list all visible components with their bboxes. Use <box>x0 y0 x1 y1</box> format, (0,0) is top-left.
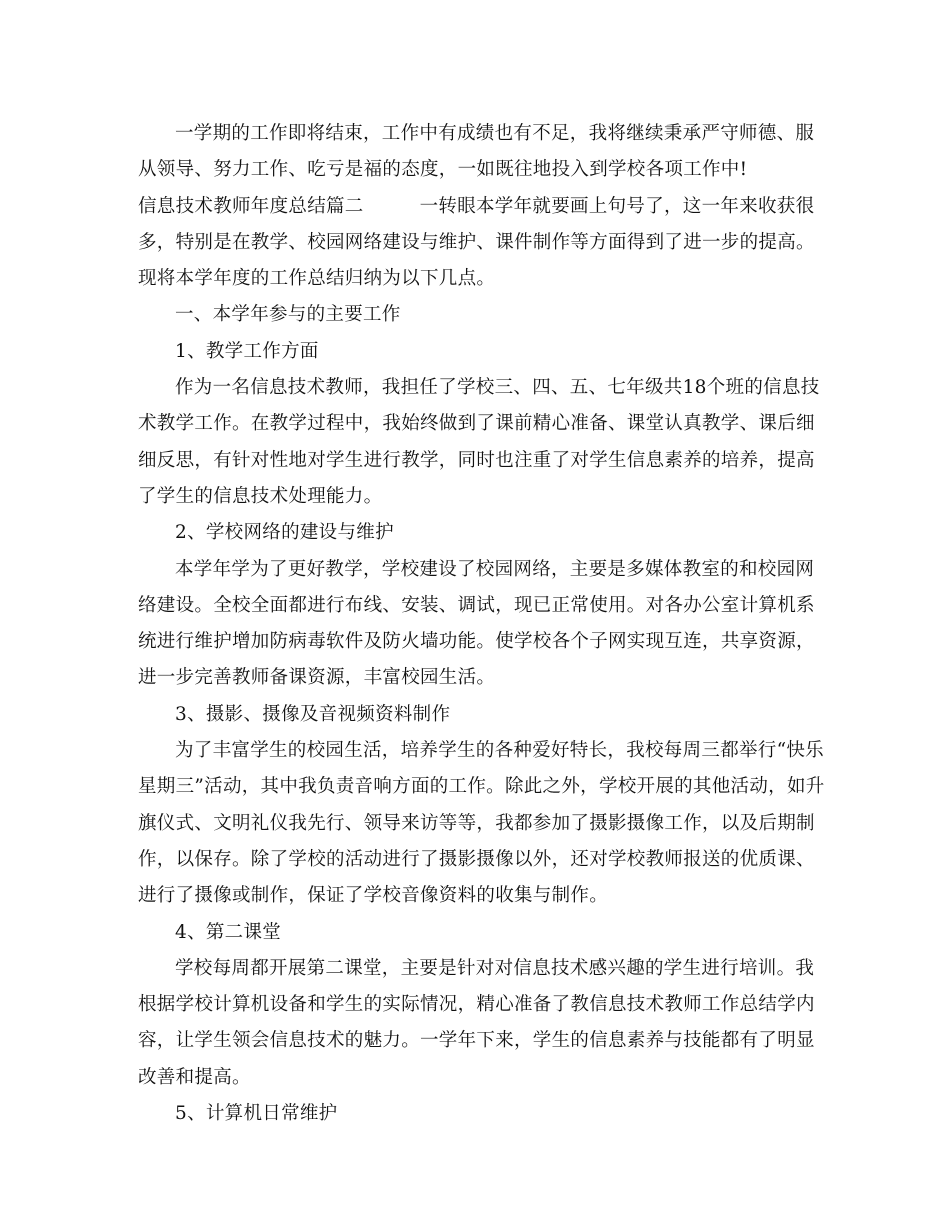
heading-network: 2、学校网络的建设与维护 <box>175 522 394 544</box>
paragraph-second-class: 学校每周都开展第二课堂，主要是针对对信息技术感兴趣的学生进行培训。我根据学校计算机设备和学生的实际情况，精心准备了教信息技术教师工作总结学内容，让学生领会信息技术的魅力。一学年下来，学生的信息素养与技能都有了明显改善和提高。 <box>138 957 815 1088</box>
paragraph-section-two-intro <box>138 189 828 298</box>
paragraph-closing: 一学期的工作即将结束，工作中有成绩也有不足，我将继续秉承严守师德、服从领导、努力工作、吃亏是福的态度，一如既往地投入到学校各项工作中! <box>138 123 815 181</box>
heading-media: 3、摄影、摄像及音视频资料制作 <box>175 703 451 725</box>
paragraph-media: 为了丰富学生的校园生活，培养学生的各种爱好特长，我校每周三都举行“快乐星期三”活动，其中我负责音响方面的工作。除此之外，学校开展的其他活动，如升旗仪式、文明礼仪我先行、领导来访等等，我都参加了摄影摄像工作，以及后期制作，以保存。除了学校的活动进行了摄影摄像以外，还对学校教师报送的优质课、进行了摄像或制作，保证了学校音像资料的收集与制作。 <box>138 740 825 907</box>
document-body <box>138 116 828 1132</box>
section-intro-text: 一转眼本学年就要画上句号了，这一年来收获很多，特别是在教学、校园网络建设与维护、课件制作等方面得到了进一步的提高。现将本学年度的工作总结归纳为以下几点。 <box>138 195 815 290</box>
heading-main-work: 一、本学年参与的主要工作 <box>175 304 401 326</box>
section-title: 信息技术教师年度总结篇二 <box>138 195 364 217</box>
heading-teaching: 1、教学工作方面 <box>175 340 319 362</box>
paragraph-teaching: 作为一名信息技术教师，我担任了学校三、四、五、七年级共18个班的信息技术教学工作。在教学过程中，我始终做到了课前精心准备、课堂认真教学、课后细细反思，有针对性地对学生进行教学，同时也注重了对学生信息素养的培养，提高了学生的信息技术处理能力。 <box>138 377 820 507</box>
heading-second-class: 4、第二课堂 <box>175 921 282 943</box>
paragraph-network: 本学年学为了更好教学，学校建设了校园网络，主要是多媒体教室的和校园网络建设。全校全面都进行布线、安装、调试，现已正常使用。对各办公室计算机系统进行维护增加防病毒软件及防火墙功能。使学校各个子网实现互连，共享资源，进一步完善教师备课资源，丰富校园生活。 <box>138 558 815 689</box>
heading-maintenance: 5、计算机日常维护 <box>175 1103 338 1125</box>
